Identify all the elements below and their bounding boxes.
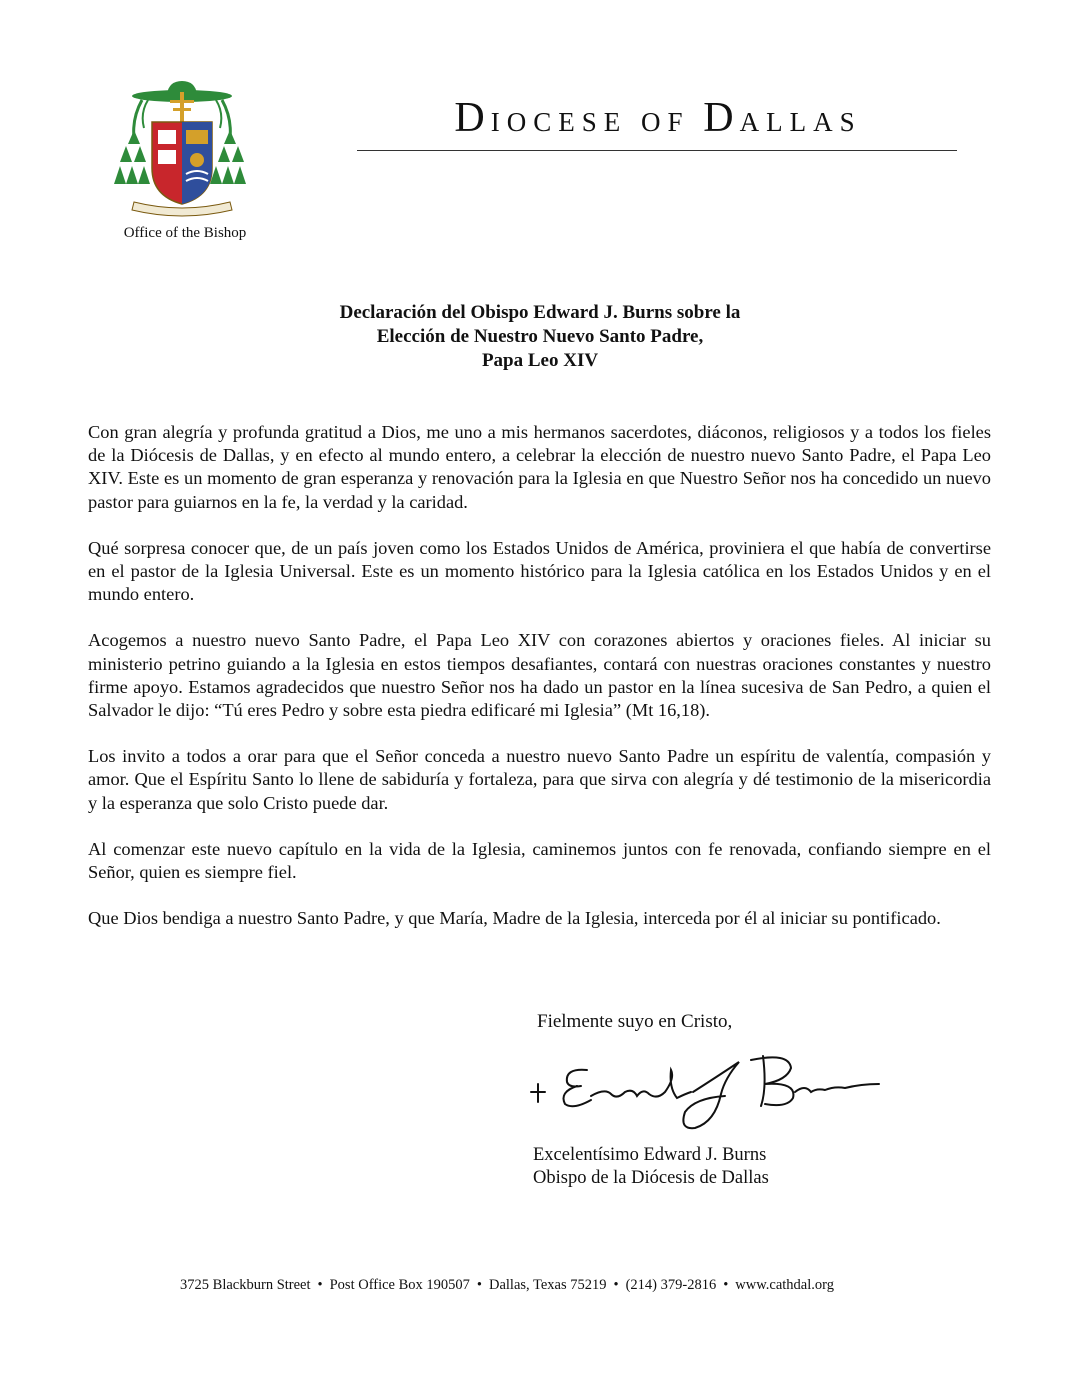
signer-block (533, 1144, 769, 1190)
diocese-masthead (358, 94, 958, 142)
footer-phone: (214) 379-2816 (625, 1277, 717, 1293)
signer-name: Excelentísimo Edward J. Burns (533, 1145, 767, 1165)
footer-separator: • (613, 1277, 619, 1293)
paragraph-1: Con gran alegría y profunda gratitud a Dios, me uno a mis hermanos sacerdotes, diáconos, religiosos y a todos los fieles de la Diócesis de Dallas, y en efecto al mundo entero, a celebrar la elección de nuestro nuevo Santo Padre, el Papa Leo XIV. Este es un momento de gran esperanza y renovación para la Iglesia en que Nuestro Señor nos ha concedido un nuevo pastor para guiarnos en la fe, la verdad y la caridad. (88, 422, 991, 512)
footer-address (60, 1277, 954, 1294)
masthead-rule (357, 150, 957, 151)
signer-role: Obispo de la Diócesis de Dallas (533, 1168, 769, 1188)
footer-po-box: Post Office Box 190507 (329, 1277, 470, 1293)
footer-separator: • (317, 1277, 323, 1293)
title-line-3: Papa Leo XIV (481, 350, 599, 371)
paragraph-3: Acogemos a nuestro nuevo Santo Padre, el Papa Leo XIV con corazones abiertos y oraciones fieles. Al iniciar su ministerio petrino guiando a la Iglesia en estos tiempos desafiantes, contará con nuestras oraciones constantes y nuestro firme apoyo. Estamos agradecidos que nuestro Señor nos ha dado un pastor en la línea sucesiva de San Pedro, a quien el Salvador le dijo: “Tú eres Pedro y sobre esta piedra edificaré mi Iglesia” (Mt 16,18). (88, 630, 991, 721)
masthead-text-1: IOCESE OF (490, 107, 704, 137)
paragraph-5: Al comenzar este nuevo capítulo en la vida de la Iglesia, caminemos juntos con fe renovada, confiando siempre en el Señor, quien es siempre fiel. (88, 838, 991, 883)
footer-separator: • (723, 1277, 729, 1293)
masthead-text-2: ALLAS (739, 107, 862, 137)
masthead-initial-d2: D (703, 95, 740, 141)
paragraph-4: Los invito a todos a orar para que el Señor conceda a nuestro nuevo Santo Padre un espíritu de valentía, compasión y amor. Que el Espíritu Santo lo llene de sabiduría y fortaleza, para que sirva con alegría y dé testimonio de la misericordia y la esperanza que solo Cristo puede dar. (88, 746, 991, 813)
paragraph-2: Qué sorpresa conocer que, de un país joven como los Estados Unidos de América, proviniera el que había de convertirse en el pastor de la Iglesia Universal. Este es un momento histórico para la Iglesia católica en los Estados Unidos y en el mundo entero. (88, 537, 991, 605)
statement-title (140, 301, 940, 373)
footer-street: 3725 Blackburn Street (180, 1277, 311, 1293)
title-line-1: Declaración del Obispo Edward J. Burns sobre la (339, 302, 741, 323)
title-line-2: Elección de Nuestro Nuevo Santo Padre, (376, 326, 704, 347)
masthead-initial-d1: D (454, 95, 491, 141)
coat-of-arms-logo (112, 78, 252, 223)
office-of-the-bishop-label: Office of the Bishop (123, 225, 247, 241)
footer-website[interactable]: www.cathdal.org (735, 1277, 834, 1293)
footer-separator: • (476, 1277, 482, 1293)
closing-salutation: Fielmente suyo en Cristo, (537, 1011, 733, 1032)
statement-body (88, 421, 991, 953)
paragraph-6: Que Dios bendiga a nuestro Santo Padre, y que María, Madre de la Iglesia, interceda por él al iniciar su pontificado. (88, 908, 941, 929)
footer-city: Dallas, Texas 75219 (489, 1277, 607, 1293)
handwritten-signature (525, 1048, 885, 1134)
